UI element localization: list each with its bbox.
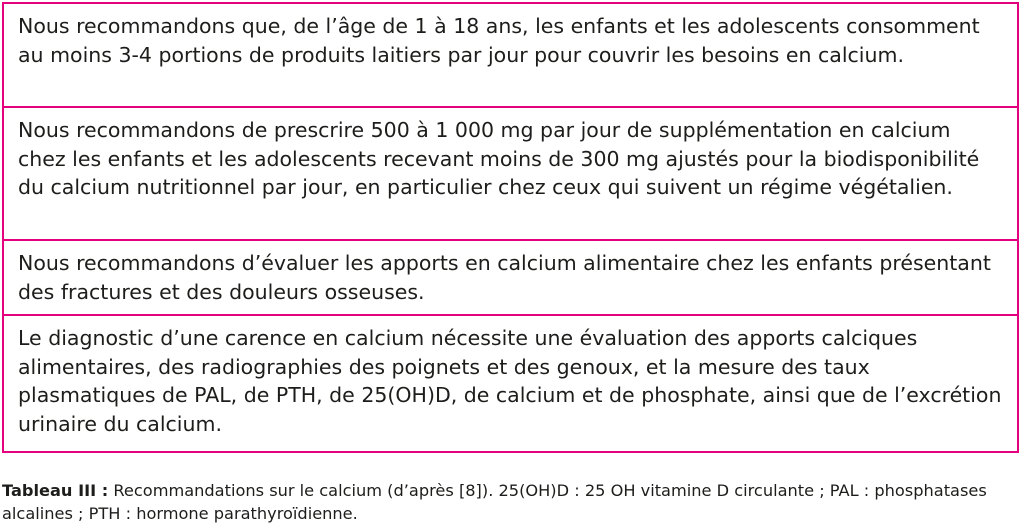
table-row: Nous recommandons que, de l’âge de 1 à 18 ans, les enfants et les adolescents consomment au moins 3-4 portions de produits laitiers par jour pour couvrir les besoins en calcium.	[18, 14, 980, 67]
caption-label: Tableau III :	[2, 481, 109, 500]
table-caption	[2, 479, 1022, 525]
caption-text: Recommandations sur le calcium (d’après [8]). 25(OH)D : 25 OH vitamine D circulante ; PAL : phosphatases alcalines ; PTH : hormone parathyroïdienne.	[2, 481, 987, 523]
table-row: Le diagnostic d’une carence en calcium nécessite une évaluation des apports calciques alimentaires, des radiographies des poignets et des genoux, et la mesure des taux plasmatiques de PAL, de PTH, de 25(OH)D, de calcium et de phosphate, ainsi que de l’excrétion urinaire du calcium.	[4, 314, 1017, 451]
recommendations-table	[2, 2, 1019, 453]
table-row: Nous recommandons d’évaluer les apports en calcium alimentaire chez les enfants présentant des fractures et des douleurs osseuses.	[4, 239, 1017, 314]
table-row: Nous recommandons de prescrire 500 à 1 000 mg par jour de supplémentation en calcium chez les enfants et les adolescents recevant moins de 300 mg ajustés pour la biodisponibilité du calcium nutritionnel par jour, en particulier chez ceux qui suivent un régime végétalien.	[4, 106, 1017, 239]
